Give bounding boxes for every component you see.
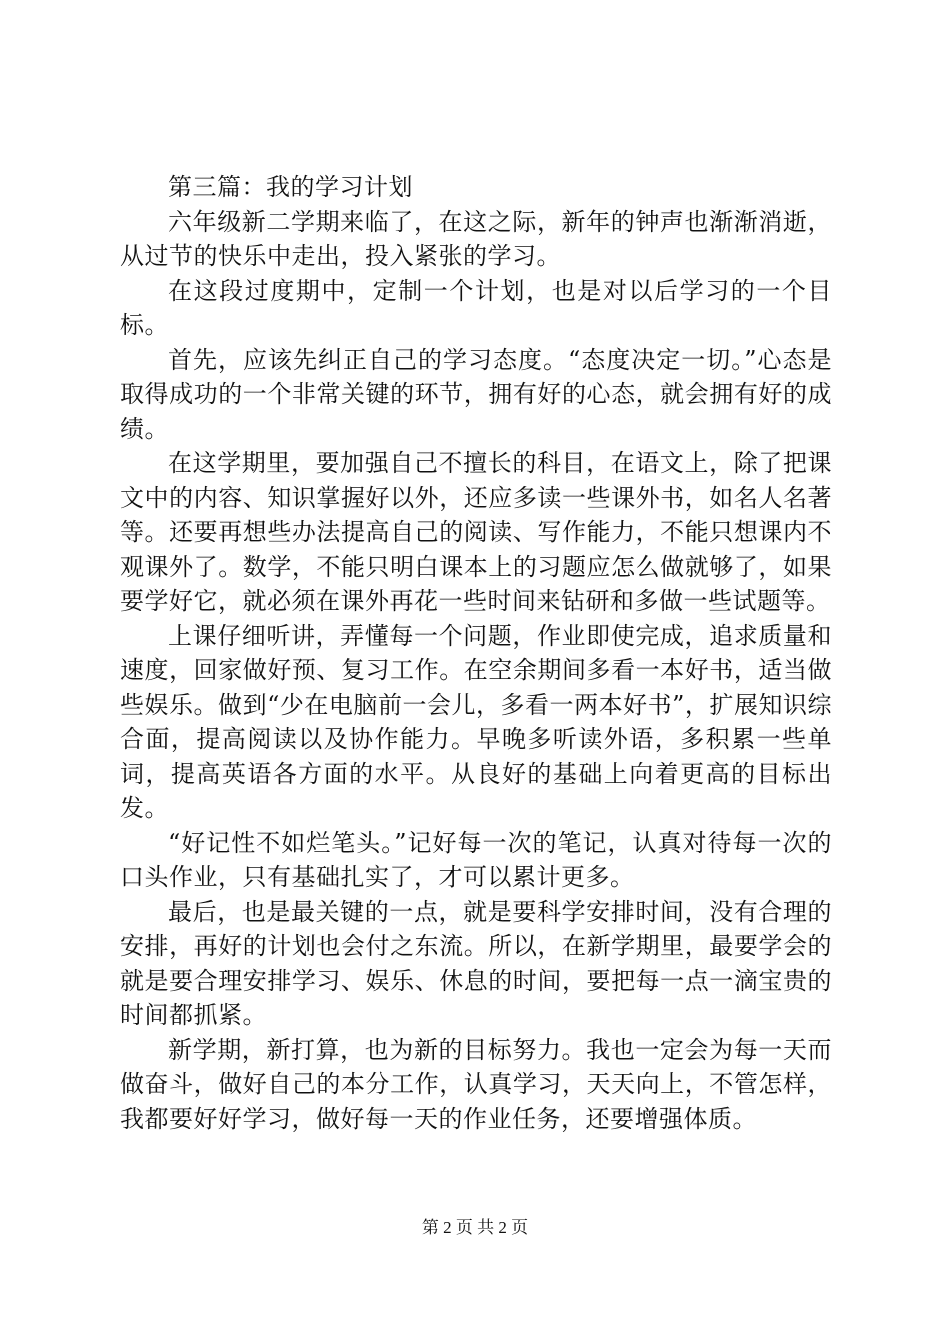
- paragraph-2: 在这段过度期中，定制一个计划，也是对以后学习的一个目标。: [120, 276, 832, 339]
- paragraph-6: “好记性不如烂笔头。”记好每一次的笔记，认真对待每一次的口头作业，只有基础扎实了，才可以累计更多。: [120, 828, 832, 891]
- paragraph-1: 六年级新二学期来临了，在这之际，新年的钟声也渐渐消逝，从过节的快乐中走出，投入紧张的学习。: [120, 207, 832, 270]
- paragraph-8: 新学期，新打算，也为新的目标努力。我也一定会为每一天而做奋斗，做好自己的本分工作，认真学习，天天向上，不管怎样，我都要好好学习，做好每一天的作业任务，还要增强体质。: [120, 1035, 832, 1133]
- paragraph-4: 在这学期里，要加强自己不擅长的科目，在语文上，除了把课文中的内容、知识掌握好以外，还应多读一些课外书，如名人名著等。还要再想些办法提高自己的阅读、写作能力，不能只想课内不观课外了。数学，不能只明白课本上的习题应怎么做就够了，如果要学好它，就必须在课外再花一些时间来钻研和多做一些试题等。: [120, 449, 832, 615]
- page-number-footer: 第 2 页 共 2 页: [421, 1218, 529, 1237]
- document-body: [120, 170, 832, 1136]
- paragraph-3: 首先，应该先纠正自己的学习态度。“态度决定一切。”心态是取得成功的一个非常关键的环节，拥有好的心态，就会拥有好的成绩。: [120, 345, 832, 443]
- paragraph-5: 上课仔细听讲，弄懂每一个问题，作业即使完成，追求质量和速度，回家做好预、复习工作。在空余期间多看一本好书，适当做些娱乐。做到“少在电脑前一会儿，多看一两本好书”，扩展知识综合面，提高阅读以及协作能力。早晚多听读外语，多积累一些单词，提高英语各方面的水平。从良好的基础上向着更高的目标出发。: [120, 621, 832, 822]
- paragraph-7: 最后，也是最关键的一点，就是要科学安排时间，没有合理的安排，再好的计划也会付之东流。所以，在新学期里，最要学会的就是要合理安排学习、娱乐、休息的时间，要把每一点一滴宝贵的时间都抓紧。: [120, 897, 832, 1029]
- section-heading: 第三篇：我的学习计划: [168, 173, 413, 201]
